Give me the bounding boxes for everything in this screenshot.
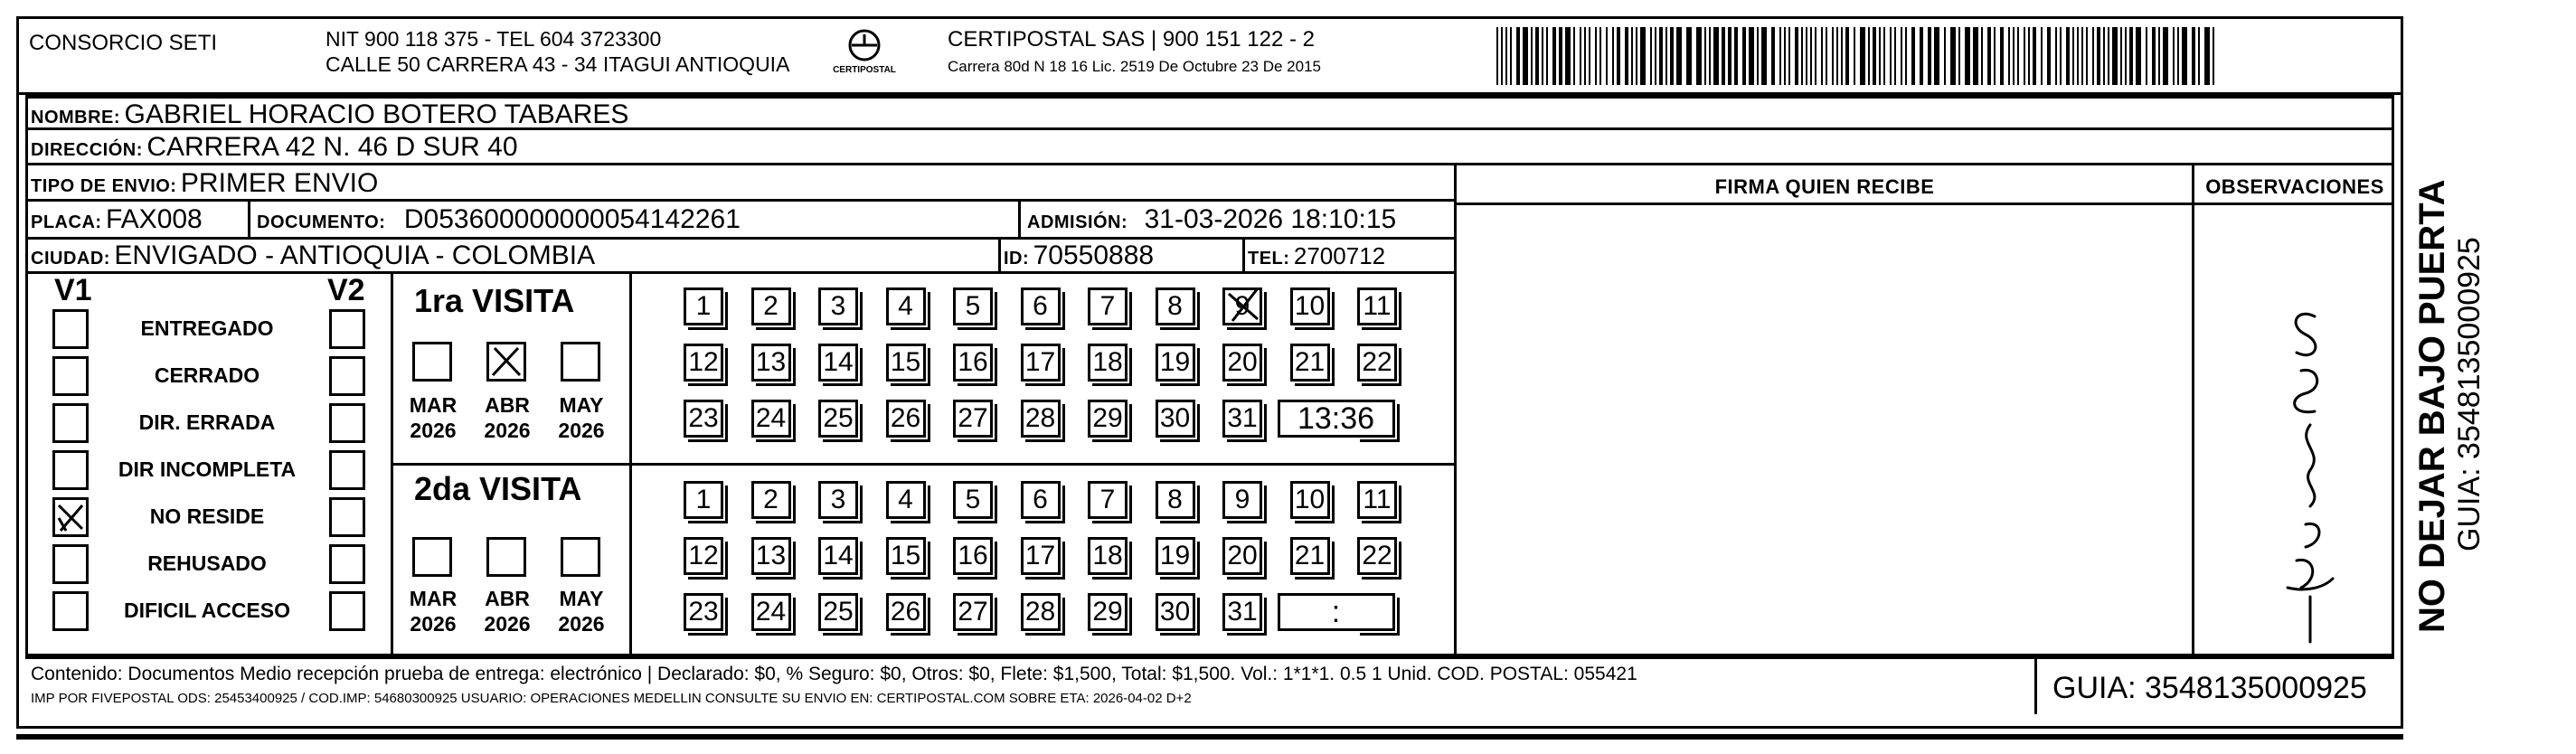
v1-checkbox[interactable]	[52, 497, 89, 537]
v1-checkbox[interactable]	[52, 356, 89, 396]
id-value: 70550888	[1033, 240, 1155, 270]
admision-value: 31-03-2026 18:10:15	[1144, 204, 1397, 234]
day-box[interactable]: 21	[1290, 537, 1330, 575]
v1-checkbox[interactable]	[52, 450, 89, 490]
month-checkbox[interactable]	[561, 537, 600, 577]
day-box[interactable]: 20	[1222, 344, 1262, 382]
month-checkbox[interactable]	[412, 537, 452, 577]
placa-label: PLACA:	[31, 212, 102, 232]
day-box[interactable]: 9	[1222, 481, 1262, 519]
month-label: ABR 2026	[484, 587, 531, 636]
day-box[interactable]: 23	[684, 400, 723, 438]
tel-value: 2700712	[1293, 242, 1386, 269]
day-box[interactable]: 9	[1222, 287, 1262, 325]
day-box[interactable]: 22	[1357, 344, 1397, 382]
address-line: CALLE 50 CARRERA 43 - 34 ITAGUI ANTIOQUIA	[326, 52, 790, 76]
day-box[interactable]: 7	[1088, 287, 1128, 325]
day-box[interactable]: 11	[1357, 287, 1397, 325]
no-dejar-warning: NO DEJAR BAJO PUERTA	[2412, 179, 2452, 633]
day-box[interactable]: 18	[1088, 537, 1128, 575]
day-box[interactable]: 3	[818, 481, 858, 519]
documento-label: DOCUMENTO:	[257, 212, 386, 232]
v2-checkbox[interactable]	[329, 403, 365, 443]
footer-imp-line: IMP POR FIVEPOSTAL ODS: 25453400925 / COD.IMP: 54680300925 USUARIO: OPERACIONES MEDELLIN CONSULTE SU ENVIO EN: CERTIPOSTAL.COM SOBRE ETA: 2026-04-02 D+2	[31, 691, 1192, 706]
company-name: CONSORCIO SETI	[29, 31, 218, 55]
day-box[interactable]: 10	[1290, 481, 1330, 519]
day-box[interactable]: 19	[1156, 537, 1195, 575]
v2-checkbox[interactable]	[329, 356, 365, 396]
status-label: DIFICIL ACCESO	[123, 598, 290, 622]
day-box[interactable]: 22	[1357, 537, 1397, 575]
month-checkbox[interactable]	[412, 342, 452, 382]
v2-label: V2	[327, 273, 365, 307]
day-box[interactable]: 13	[751, 344, 791, 382]
placa-row	[31, 204, 203, 235]
v2-checkbox[interactable]	[329, 591, 365, 631]
day-box[interactable]: 29	[1088, 593, 1128, 631]
month-label: MAR 2026	[409, 393, 458, 442]
month-label: ABR 2026	[484, 393, 531, 442]
first-visit-title: 1ra VISITA	[414, 282, 575, 319]
tipo-label: TIPO DE ENVIO:	[31, 176, 177, 196]
nit-line: NIT 900 118 375 - TEL 604 3723300	[326, 27, 662, 51]
tipo-value: PRIMER ENVIO	[180, 168, 379, 198]
day-box[interactable]: 11	[1357, 481, 1397, 519]
day-box[interactable]: 20	[1222, 537, 1262, 575]
v2-checkbox[interactable]	[329, 450, 365, 490]
month-checkbox[interactable]	[561, 342, 600, 382]
day-box[interactable]: 14	[818, 344, 858, 382]
day-box[interactable]: 6	[1021, 481, 1061, 519]
day-box[interactable]: 14	[818, 537, 858, 575]
direccion-value: CARRERA 42 N. 46 D SUR 40	[146, 132, 518, 162]
day-box[interactable]: 24	[751, 593, 791, 631]
month-label: MAY 2026	[558, 587, 605, 636]
status-label: ENTREGADO	[140, 316, 274, 340]
time-box[interactable]: 13:36	[1278, 400, 1395, 438]
documento-value: D053600000000054142261	[403, 204, 741, 234]
day-box[interactable]: 8	[1156, 287, 1195, 325]
second-visit-title: 2da VISITA	[414, 470, 582, 507]
month-label: MAY 2026	[558, 393, 605, 442]
day-box[interactable]: 23	[684, 593, 723, 631]
certipostal-line: CERTIPOSTAL SAS | 900 151 122 - 2	[948, 27, 1315, 52]
day-box[interactable]: 28	[1021, 593, 1061, 631]
day-box[interactable]: 17	[1021, 537, 1061, 575]
nombre-row	[31, 99, 628, 130]
ciudad-value: ENVIGADO - ANTIOQUIA - COLOMBIA	[114, 240, 596, 270]
day-box[interactable]: 4	[886, 481, 926, 519]
day-box[interactable]: 24	[751, 400, 791, 438]
day-box[interactable]: 25	[818, 593, 858, 631]
v1-label: V1	[54, 273, 92, 307]
footer-content-line: Contenido: Documentos Medio recepción prueba de entrega: electrónico | Declarado: $0, % Seguro: $0, Otros: $0, Flete: $1,500, Total: $1,500. Vol.: 1*1*1. 0.5 1 Unid. COD. POSTAL: 055421	[31, 664, 1637, 684]
day-box[interactable]: 21	[1290, 344, 1330, 382]
license-line: Carrera 80d N 18 16 Lic. 2519 De Octubre 23 De 2015	[948, 58, 1321, 75]
day-box[interactable]: 5	[953, 481, 993, 519]
day-box[interactable]: 17	[1021, 344, 1061, 382]
id-field	[1004, 240, 1154, 271]
status-label: CERRADO	[154, 363, 260, 387]
day-box[interactable]: 27	[953, 593, 993, 631]
tel-label: TEL:	[1248, 249, 1290, 269]
day-box[interactable]: 16	[953, 537, 993, 575]
day-box[interactable]: 16	[953, 344, 993, 382]
status-label: DIR. ERRADA	[138, 410, 276, 434]
v2-checkbox[interactable]	[329, 544, 365, 584]
observaciones-header: OBSERVACIONES	[2205, 175, 2384, 198]
footer-guia: GUIA: 3548135000925	[2052, 671, 2367, 705]
day-box[interactable]: 26	[886, 400, 926, 438]
documento-field	[257, 204, 741, 235]
day-box[interactable]: 31	[1222, 400, 1262, 438]
day-box[interactable]: 1	[684, 287, 723, 325]
certipostal-logo	[830, 25, 899, 80]
tipo-row	[31, 168, 378, 199]
day-box[interactable]: 7	[1088, 481, 1128, 519]
day-box[interactable]: 3	[818, 287, 858, 325]
day-box[interactable]: 10	[1290, 287, 1330, 325]
day-box[interactable]: 29	[1088, 400, 1128, 438]
time-box[interactable]: :	[1278, 593, 1395, 631]
day-box[interactable]: 15	[886, 344, 926, 382]
id-label: ID:	[1004, 249, 1030, 269]
day-box[interactable]: 30	[1156, 593, 1195, 631]
v1-checkbox[interactable]	[52, 591, 89, 631]
ciudad-label: CIUDAD:	[31, 249, 110, 269]
tel-field	[1248, 242, 1385, 270]
day-box[interactable]: 5	[953, 287, 993, 325]
day-box[interactable]: 30	[1156, 400, 1195, 438]
bottom-rule	[16, 734, 2403, 740]
firma-header: FIRMA QUIEN RECIBE	[1714, 175, 1935, 198]
day-box[interactable]: 15	[886, 537, 926, 575]
direccion-row	[31, 132, 518, 163]
day-box[interactable]: 4	[886, 287, 926, 325]
day-box[interactable]: 19	[1156, 344, 1195, 382]
v1-checkbox[interactable]	[52, 403, 89, 443]
status-label: NO RESIDE	[149, 504, 265, 528]
v1-checkbox[interactable]	[52, 544, 89, 584]
direccion-label: DIRECCIÓN:	[31, 140, 143, 160]
month-checkbox[interactable]	[486, 342, 526, 382]
nombre-label: NOMBRE:	[31, 108, 121, 127]
recipient-signature	[2260, 289, 2369, 651]
month-checkbox[interactable]	[486, 537, 526, 577]
status-label: DIR INCOMPLETA	[118, 457, 297, 481]
day-box[interactable]: 13	[751, 537, 791, 575]
day-box[interactable]: 12	[684, 344, 723, 382]
nombre-value: GABRIEL HORACIO BOTERO TABARES	[124, 99, 629, 129]
month-label: MAR 2026	[409, 587, 458, 636]
v2-checkbox[interactable]	[329, 309, 365, 349]
day-box[interactable]: 2	[751, 481, 791, 519]
admision-field	[1027, 204, 1396, 235]
placa-value: FAX008	[106, 204, 203, 234]
day-box[interactable]: 28	[1021, 400, 1061, 438]
v1-checkbox[interactable]	[52, 309, 89, 349]
status-label: REHUSADO	[147, 551, 267, 575]
side-guia: GUIA: 3548135000925	[2452, 237, 2486, 551]
svg-text:CERTIPOSTAL: CERTIPOSTAL	[833, 65, 896, 75]
ciudad-row	[31, 240, 595, 271]
barcode	[1496, 27, 2220, 85]
day-box[interactable]: 12	[684, 537, 723, 575]
day-box[interactable]: 6	[1021, 287, 1061, 325]
day-box[interactable]: 1	[684, 481, 723, 519]
day-box[interactable]: 18	[1088, 344, 1128, 382]
day-box[interactable]: 25	[818, 400, 858, 438]
day-box[interactable]: 31	[1222, 593, 1262, 631]
admision-label: ADMISIÓN:	[1027, 212, 1128, 232]
day-box[interactable]: 26	[886, 593, 926, 631]
day-box[interactable]: 27	[953, 400, 993, 438]
day-box[interactable]: 2	[751, 287, 791, 325]
day-box[interactable]: 8	[1156, 481, 1195, 519]
v2-checkbox[interactable]	[329, 497, 365, 537]
